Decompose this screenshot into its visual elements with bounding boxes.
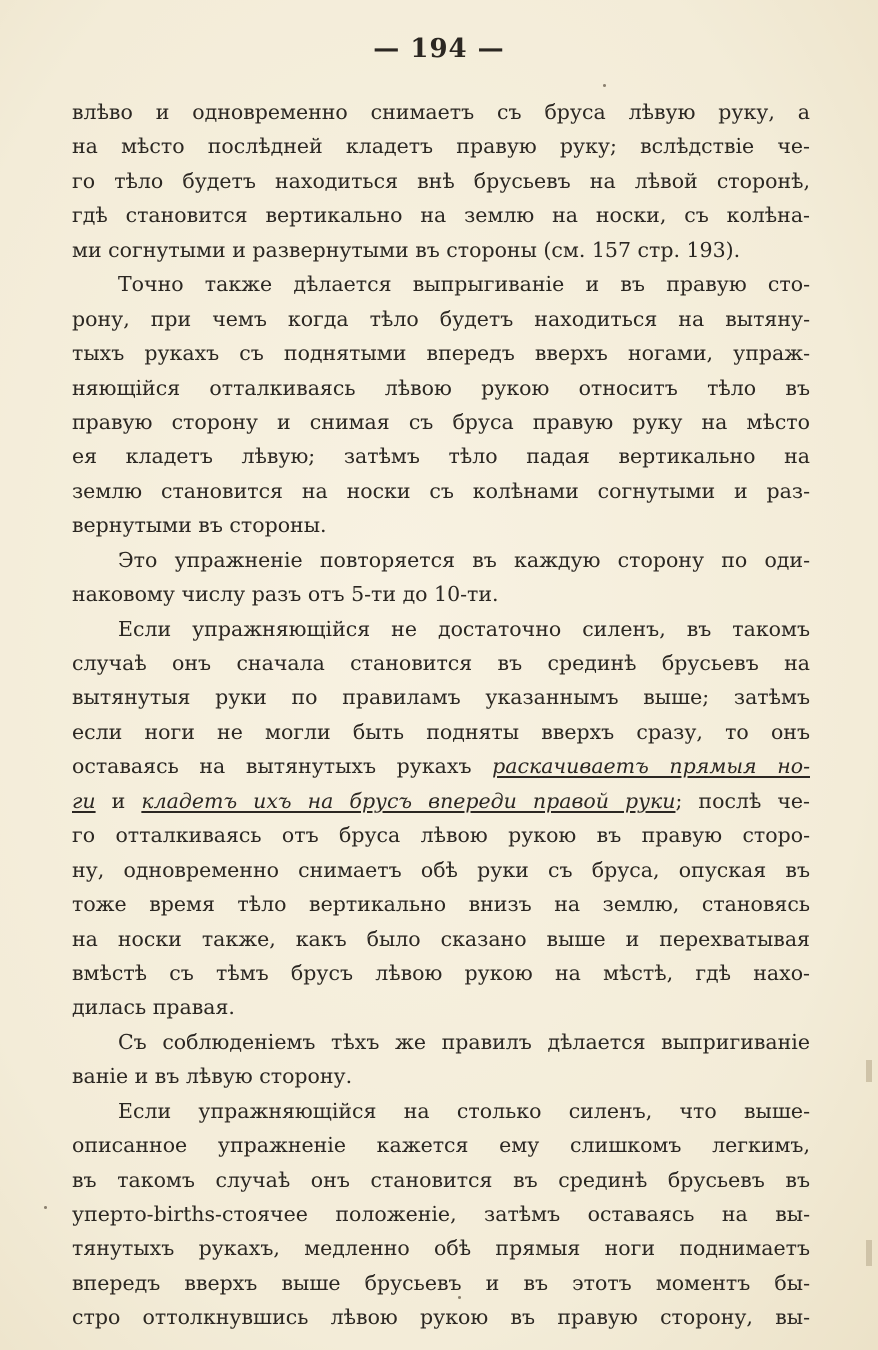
- text-line: наковому числу разъ отъ 5-ти до 10-ти.: [72, 582, 499, 607]
- text-line: няющійся отталкиваясь лѣвою рукою относитъ тѣло въ: [72, 375, 810, 400]
- text-line: [72, 784, 810, 818]
- text-line: ваніе и въ лѣвую сторону.: [72, 1064, 353, 1089]
- ink-speck: [603, 84, 606, 87]
- text-line: вытянутыя руки по правиламъ указаннымъ выше; затѣмъ: [72, 685, 810, 710]
- text-line: впередъ вверхъ выше брусьевъ и въ этотъ моментъ бы-: [72, 1270, 810, 1295]
- text-line: описанное упражненіе кажется ему слишкомъ легкимъ,: [72, 1133, 810, 1158]
- text-line: го отталкиваясь отъ бруса лѣвою рукою въ правую сторо-: [72, 823, 810, 848]
- emphasized-text: раскачиваетъ прямыя но-: [492, 754, 810, 779]
- text-line: влѣво и одновременно снимаетъ съ бруса лѣвую руку, а: [72, 100, 810, 124]
- paragraph-start-line: Съ соблюденіемъ тѣхъ же правилъ дѣлается выпригиваніе: [118, 1029, 810, 1054]
- page-number: — 194 —: [373, 34, 505, 64]
- text-line: если ноги не могли быть подняты вверхъ сразу, то онъ: [72, 719, 810, 744]
- text-line: тыхъ рукахъ съ поднятыми впередъ вверхъ ногами, упраж-: [72, 341, 810, 366]
- text-line: вмѣстѣ съ тѣмъ брусъ лѣвою рукою на мѣстѣ, гдѣ нахо-: [72, 960, 810, 985]
- paragraph-start-line: Это упражненіе повторяется въ каждую сторону по оди-: [118, 547, 810, 572]
- emphasized-text: кладетъ ихъ на брусъ впереди правой руки: [141, 788, 676, 813]
- text-line: дилась правая.: [72, 995, 235, 1020]
- text-line: вернутыми въ стороны.: [72, 513, 327, 538]
- margin-mark: [866, 1240, 872, 1266]
- text-line: на мѣсто послѣдней кладетъ правую руку; вслѣдствіе че-: [72, 134, 810, 159]
- text-line: го тѣло будетъ находиться внѣ брусьевъ на лѣвой сторонѣ,: [72, 168, 810, 193]
- text-line: тоже время тѣло вертикально внизъ на землю, становясь: [72, 892, 810, 917]
- margin-mark: [866, 1060, 872, 1082]
- text-line: правую сторону и снимая съ бруса правую руку на мѣсто: [72, 409, 810, 434]
- text-line: на носки также, какъ было сказано выше и перехватывая: [72, 926, 810, 951]
- text-segment: ; послѣ че-: [675, 788, 810, 813]
- ink-speck: [458, 1296, 461, 1299]
- text-line: уперто-births-стоячее положеніе, затѣмъ оставаясь на вы-: [72, 1202, 810, 1226]
- text-line: случаѣ онъ сначала становится въ срединѣ брусьевъ на: [72, 651, 810, 675]
- text-line: [72, 749, 810, 783]
- ink-speck: [44, 1206, 47, 1209]
- text-line: ми согнутыми и развернутыми въ стороны (см. 157 стр. 193).: [72, 237, 741, 262]
- text-line: стро оттолкнувшись лѣвою рукою въ правую сторону, вы-: [72, 1305, 810, 1330]
- paragraph-start-line: Точно также дѣлается выпрыгиваніе и въ правую сто-: [118, 272, 810, 297]
- text-segment: и: [95, 788, 142, 813]
- text-line: ну, одновременно снимаетъ обѣ руки съ бруса, опуская въ: [72, 857, 810, 882]
- text-line: гдѣ становится вертикально на землю на носки, съ колѣна-: [72, 203, 810, 228]
- text-segment: оставаясь на вытянутыхъ рукахъ: [72, 754, 493, 779]
- paragraph-start-line: Если упражняющійся на столько силенъ, что выше-: [118, 1098, 810, 1123]
- body-text: [72, 95, 810, 1335]
- text-line: ея кладетъ лѣвую; затѣмъ тѣло падая вертикально на: [72, 444, 810, 469]
- text-line: рону, при чемъ когда тѣло будетъ находиться на вытяну-: [72, 306, 810, 331]
- text-line: землю становится на носки съ колѣнами согнутыми и раз-: [72, 478, 810, 503]
- paragraph-start-line: Если упражняющійся не достаточно силенъ, въ такомъ: [118, 616, 810, 641]
- emphasized-text: ги: [72, 788, 96, 813]
- text-line: тянутыхъ рукахъ, медленно обѣ прямыя ноги поднимаетъ: [72, 1236, 810, 1261]
- text-line: въ такомъ случаѣ онъ становится въ срединѣ брусьевъ въ: [72, 1167, 810, 1192]
